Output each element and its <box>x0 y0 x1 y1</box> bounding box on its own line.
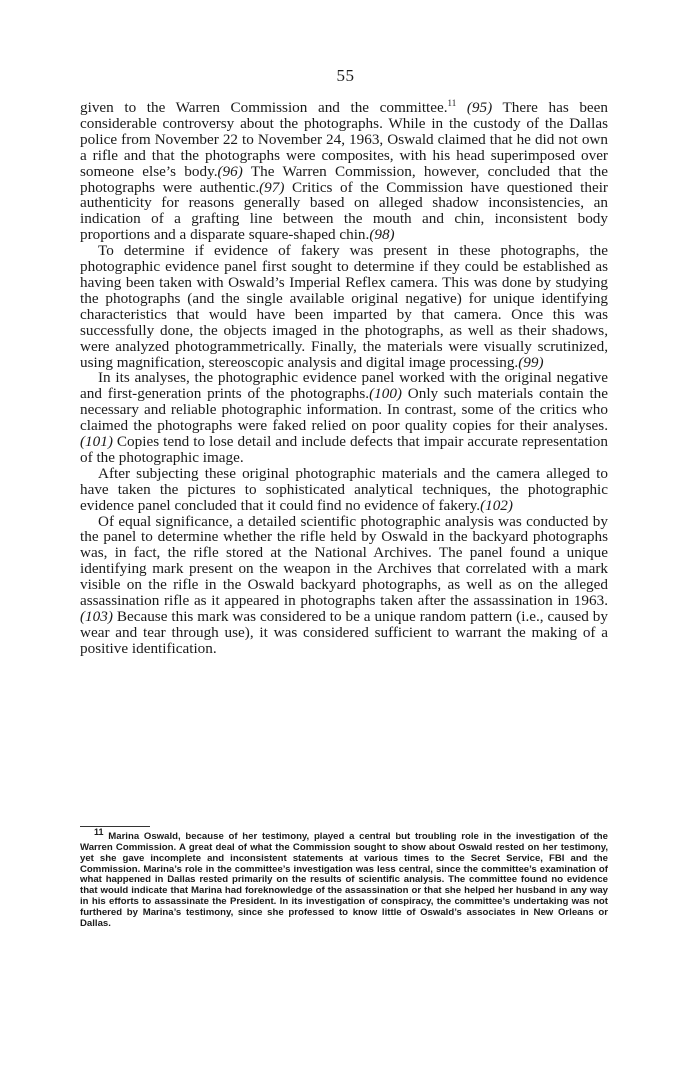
citation: (98) <box>369 226 395 244</box>
text-run: Because this mark was considered to be a unique random pattern (i.e., caused by wear and tear through use), it was considered sufficient to warrant the making of a positive identification. <box>80 608 608 657</box>
citation: (101) <box>80 433 113 451</box>
text-run <box>456 99 467 116</box>
text-run: After subjecting these original photographic materials and the camera alleged to have taken the pictures to sophisticated analytical techniques, the photographic evidence panel concluded that it could find no evidence of fakery. <box>80 464 608 514</box>
text-run: Critics of the Commission have questioned their authenticity for reasons generally based on alleged shadow inconsistencies, an indication of a grafting line between the mouth and chin, inconsistent body proportions and a disparate square-shaped chin. <box>80 178 608 244</box>
text-run: Copies tend to lose detail and include defects that impair accurate representation of the photographic image. <box>80 433 608 466</box>
page-number: 55 <box>336 66 355 85</box>
citation: (95) <box>466 99 493 116</box>
citation: (96) <box>217 162 243 180</box>
text-run: Of equal significance, a detailed scientific photographic analysis was conducted by the panel to determine whether the rifle held by Oswald in the backyard photographs was, in fact, the rifle stored at the National Archives. The panel found a unique identifying mark present on the weapon in the Archives that correlated with a mark visible on the rifle in the Oswald backyard photographs, as well as on the alleged assassination rifle as it appeared in photographs taken after the assassination in 1963. <box>80 512 608 610</box>
text-run: The Warren Commission, however, concluded that the photographs were authentic. <box>80 162 608 196</box>
footnote-rule <box>80 826 150 827</box>
paragraph <box>80 97 608 244</box>
footnote-marker: 11 <box>94 827 104 837</box>
paragraph <box>80 514 608 657</box>
citation: (100) <box>369 385 402 403</box>
footnote-text: Marina Oswald, because of her testimony, played a central but troubling role in the investigation of the Warren Commission. A great deal of what the Commission sought to show about Oswald rested on her testimony, yet she gave incomplete and inconsistent statements at various times to the Secret Service, FBI and the Commission. Marina’s role in the committee’s investigation was less central, since the committee’s examination of what happened in Dallas rested primarily on the results of scientific analysis. The committee found no evidence that would indicate that Marina had foreknowledge of the assassination or that she helped her husband in any way in his efforts to assassinate the President. In its investigation of conspiracy, the committee’s undertaking was not furthered by Marina’s testimony, since she professed to know little of Oswald’s associates in New Orleans or Dallas. <box>80 831 608 929</box>
text-run: There has been considerable controversy about the photographs. While in the custody of the Dallas police from November 22 to November 24, 1963, Oswald claimed that he did not own a rifle and that the photographs were composites, with his head superimposed over someone else’s body. <box>80 99 608 180</box>
text-run: Only such materials contain the necessary and reliable photographic information. In contrast, some of the critics who claimed the photographs were faked relied on poor quality copies for their analyses. <box>80 385 608 435</box>
footnote-ref: 11 <box>447 97 457 108</box>
paragraph <box>80 243 608 370</box>
paragraph <box>80 370 608 465</box>
citation: (99) <box>518 353 544 371</box>
citation: (103) <box>80 608 113 625</box>
footnote <box>80 827 608 929</box>
citation: (97) <box>259 178 285 196</box>
text-run: In its analyses, the photographic evidence panel worked with the original negative and first-generation prints of the photographs. <box>80 369 608 403</box>
paragraph <box>80 466 608 514</box>
text-run: given to the Warren Commission and the committee. <box>80 99 448 116</box>
citation: (102) <box>480 496 513 514</box>
text-run: To determine if evidence of fakery was present in these photographs, the photographic evidence panel first sought to determine if they could be established as having been taken with Oswald’s Imperial Reflex camera. This was done by studying the photographs (and the single available original negative) for unique identifying characteristics that would have been imparted by that camera. Once this was successfully done, the objects imaged in the photographs, as well as their shadows, were analyzed photogrammetrically. Finally, the materials were visually scrutinized, using magnification, stereoscopic analysis and digital image processing. <box>80 242 608 371</box>
body-text <box>80 97 608 657</box>
